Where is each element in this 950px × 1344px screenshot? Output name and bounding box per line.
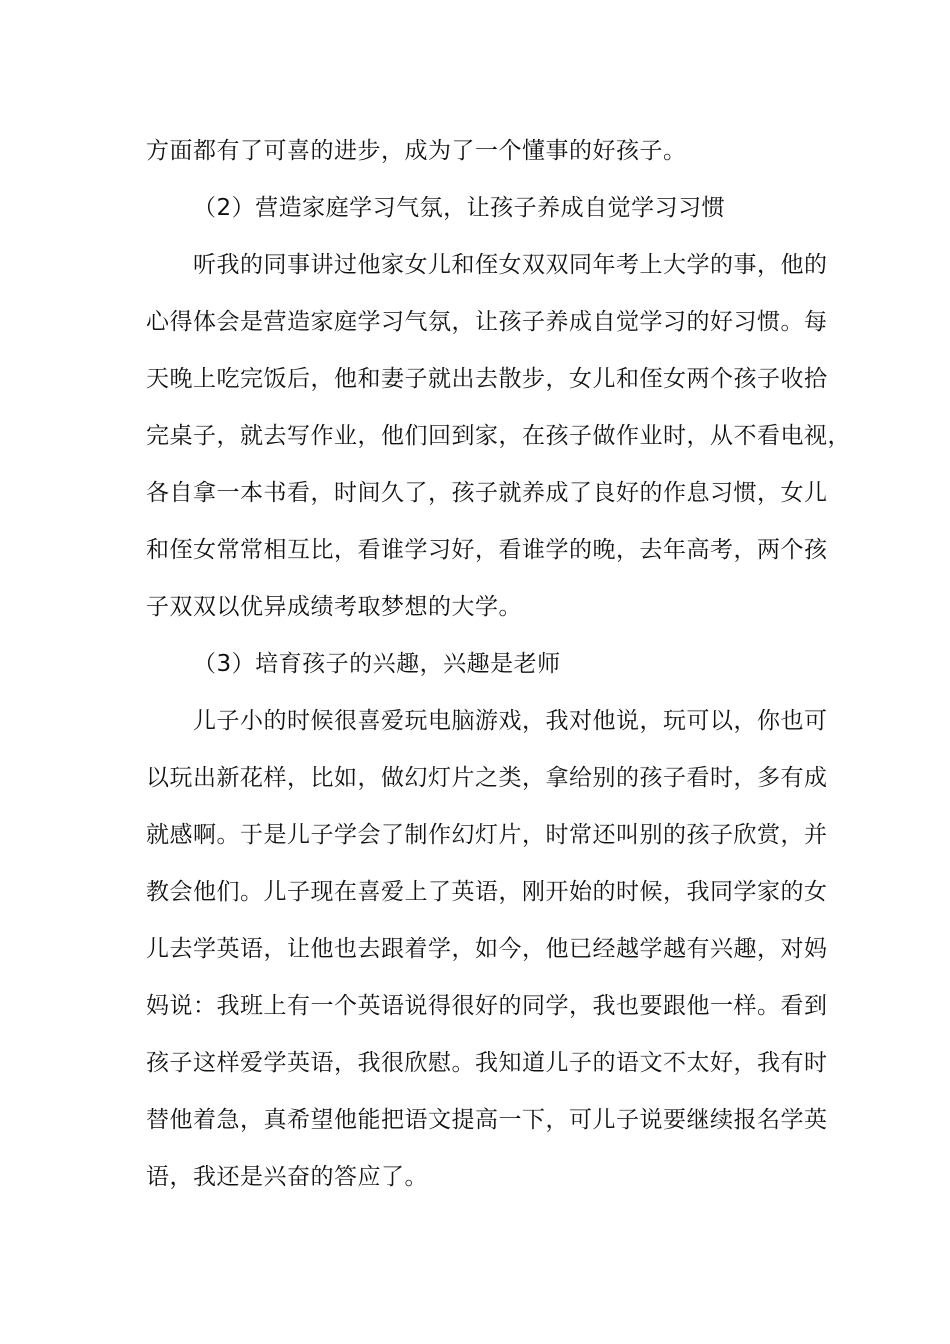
- text-line: 子双双以优异成绩考取梦想的大学。: [146, 594, 522, 620]
- text-line: 就感啊。于是儿子学会了制作幻灯片，时常还叫别的孩子欣赏，并: [146, 822, 828, 848]
- text-line: 完桌子，就去写作业，他们回到家，在孩子做作业时，从不看电视，: [146, 423, 851, 449]
- text-line: 以玩出新花样，比如，做幻灯片之类，拿给别的孩子看时，多有成: [146, 765, 828, 791]
- text-line: 儿去学英语，让他也去跟着学，如今，他已经越学越有兴趣，对妈: [146, 936, 828, 962]
- text-line: 心得体会是营造家庭学习气氛，让孩子养成自觉学习的好习惯。每: [146, 309, 828, 335]
- text-line: 听我的同事讲过他家女儿和侄女双双同年考上大学的事，他的: [193, 252, 828, 278]
- section-heading-3: （3）培育孩子的兴趣，兴趣是老师: [193, 651, 561, 677]
- text-line: 儿子小的时候很喜爱玩电脑游戏，我对他说，玩可以，你也可: [193, 708, 828, 734]
- text-line: 替他着急，真希望他能把语文提高一下，可儿子说要继续报名学英: [146, 1107, 828, 1133]
- text-line: 妈说：我班上有一个英语说得很好的同学，我也要跟他一样。看到: [146, 993, 828, 1019]
- text-line: 教会他们。儿子现在喜爱上了英语，刚开始的时候，我同学家的女: [146, 879, 828, 905]
- text-line: 和侄女常常相互比，看谁学习好，看谁学的晚，去年高考，两个孩: [146, 537, 828, 563]
- text-line: 方面都有了可喜的进步，成为了一个懂事的好孩子。: [146, 138, 687, 164]
- text-line: 孩子这样爱学英语，我很欣慰。我知道儿子的语文不太好，我有时: [146, 1050, 828, 1076]
- text-line: 天晚上吃完饭后，他和妻子就出去散步，女儿和侄女两个孩子收拾: [146, 366, 828, 392]
- section-heading-2: （2）营造家庭学习气氛，让孩子养成自觉学习习惯: [193, 195, 726, 221]
- text-line: 语，我还是兴奋的答应了。: [146, 1164, 428, 1190]
- text-line: 各自拿一本书看，时间久了，孩子就养成了良好的作息习惯，女儿: [146, 480, 828, 506]
